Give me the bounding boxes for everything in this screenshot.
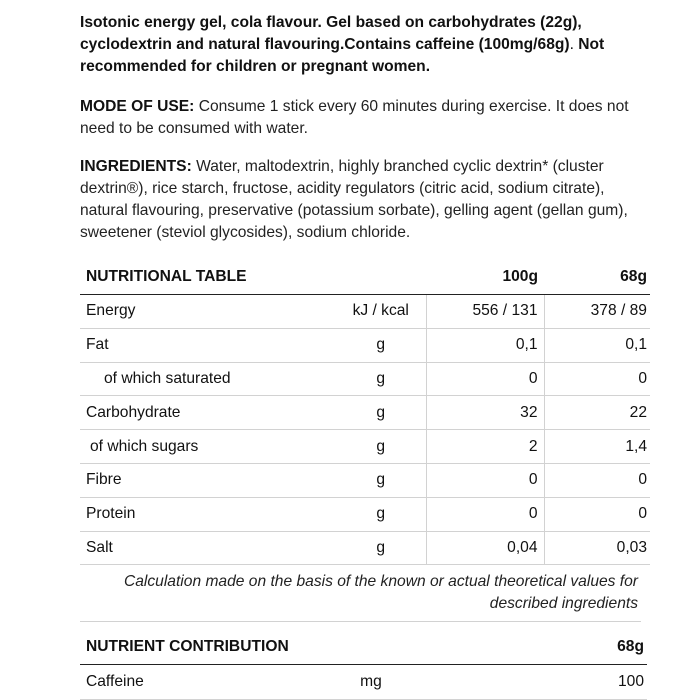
value-100g: 0,04 bbox=[426, 531, 544, 565]
value-100g: 0 bbox=[426, 463, 544, 497]
nutrient-name: Salt bbox=[80, 531, 336, 565]
value-68g: 378 / 89 bbox=[544, 295, 650, 329]
col-header-68g: 68g bbox=[544, 260, 650, 295]
product-description bbox=[80, 12, 641, 78]
contribution-title: NUTRIENT CONTRIBUTION bbox=[80, 630, 326, 665]
col-header-100g: 100g bbox=[426, 260, 544, 295]
nutrient-name: of which sugars bbox=[80, 430, 336, 464]
nutrient-unit: g bbox=[336, 497, 426, 531]
value-100g: 32 bbox=[426, 396, 544, 430]
value-68g: 0 bbox=[544, 497, 650, 531]
table-row bbox=[80, 295, 650, 329]
mode-of-use bbox=[80, 96, 641, 140]
value-68g: 0,03 bbox=[544, 531, 650, 565]
value-100g: 2 bbox=[426, 430, 544, 464]
mode-of-use-label: MODE OF USE: bbox=[80, 98, 195, 115]
nutrient-name: Energy bbox=[80, 295, 336, 329]
value-68g: 1,4 bbox=[544, 430, 650, 464]
nutrient-name: of which saturated bbox=[80, 362, 336, 396]
nutrient-name: Fat bbox=[80, 328, 336, 362]
nutritional-table-header bbox=[80, 260, 650, 295]
contribution-col-header-68g: 68g bbox=[416, 630, 647, 665]
nutrient-contribution-table bbox=[80, 630, 647, 700]
nutrient-unit: g bbox=[336, 430, 426, 464]
value-100g: 0 bbox=[426, 362, 544, 396]
calculation-note: Calculation made on the basis of the known or actual theoretical values for described ingredients bbox=[80, 565, 641, 622]
ingredients-text: Water, maltodextrin, highly branched cyclic dextrin* (cluster dextrin®), rice starch, fructose, acidity regulators (citric acid, sodium citrate), natural flavouring, preservative (potassium sorbate), gelling agent (gellan gum), sweetener (steviol glycosides), sodium chloride. bbox=[80, 158, 628, 241]
unit-header bbox=[336, 260, 426, 295]
description-separator: . bbox=[569, 36, 579, 53]
table-row bbox=[80, 665, 647, 700]
value-100g: 556 / 131 bbox=[426, 295, 544, 329]
table-row bbox=[80, 463, 650, 497]
nutritional-table bbox=[80, 260, 650, 565]
nutrient-unit: g bbox=[336, 396, 426, 430]
value-68g: 22 bbox=[544, 396, 650, 430]
contribution-header bbox=[80, 630, 647, 665]
contribution-value-68g: 100 bbox=[416, 665, 647, 700]
value-100g: 0 bbox=[426, 497, 544, 531]
table-row bbox=[80, 497, 650, 531]
ingredients-label: INGREDIENTS: bbox=[80, 158, 192, 175]
nutrient-name: Carbohydrate bbox=[80, 396, 336, 430]
table-row bbox=[80, 328, 650, 362]
contribution-name: Caffeine bbox=[80, 665, 326, 700]
table-row bbox=[80, 362, 650, 396]
nutritional-table-title: NUTRITIONAL TABLE bbox=[80, 260, 336, 295]
contribution-unit: mg bbox=[326, 665, 416, 700]
value-68g: 0 bbox=[544, 463, 650, 497]
contribution-unit-header bbox=[326, 630, 416, 665]
nutrient-unit: g bbox=[336, 463, 426, 497]
mode-of-use-text: Consume 1 stick every 60 minutes during exercise. It does not need to be consumed with water. bbox=[80, 98, 629, 137]
value-68g: 0 bbox=[544, 362, 650, 396]
nutrient-name: Fibre bbox=[80, 463, 336, 497]
nutrient-unit: g bbox=[336, 362, 426, 396]
table-row bbox=[80, 430, 650, 464]
value-100g: 0,1 bbox=[426, 328, 544, 362]
nutrient-unit: kJ / kcal bbox=[336, 295, 426, 329]
table-row bbox=[80, 396, 650, 430]
product-label bbox=[80, 12, 647, 700]
ingredients bbox=[80, 156, 641, 244]
description-bold: Isotonic energy gel, cola flavour. Gel based on carbohydrates (22g), cyclodextrin and natural flavouring.Contains caffeine (100mg/68g) bbox=[80, 14, 582, 53]
nutrient-unit: g bbox=[336, 531, 426, 565]
table-row bbox=[80, 531, 650, 565]
value-68g: 0,1 bbox=[544, 328, 650, 362]
nutrient-name: Protein bbox=[80, 497, 336, 531]
nutrient-unit: g bbox=[336, 328, 426, 362]
description-warning: Not recommended for children or pregnant women. bbox=[80, 36, 605, 75]
